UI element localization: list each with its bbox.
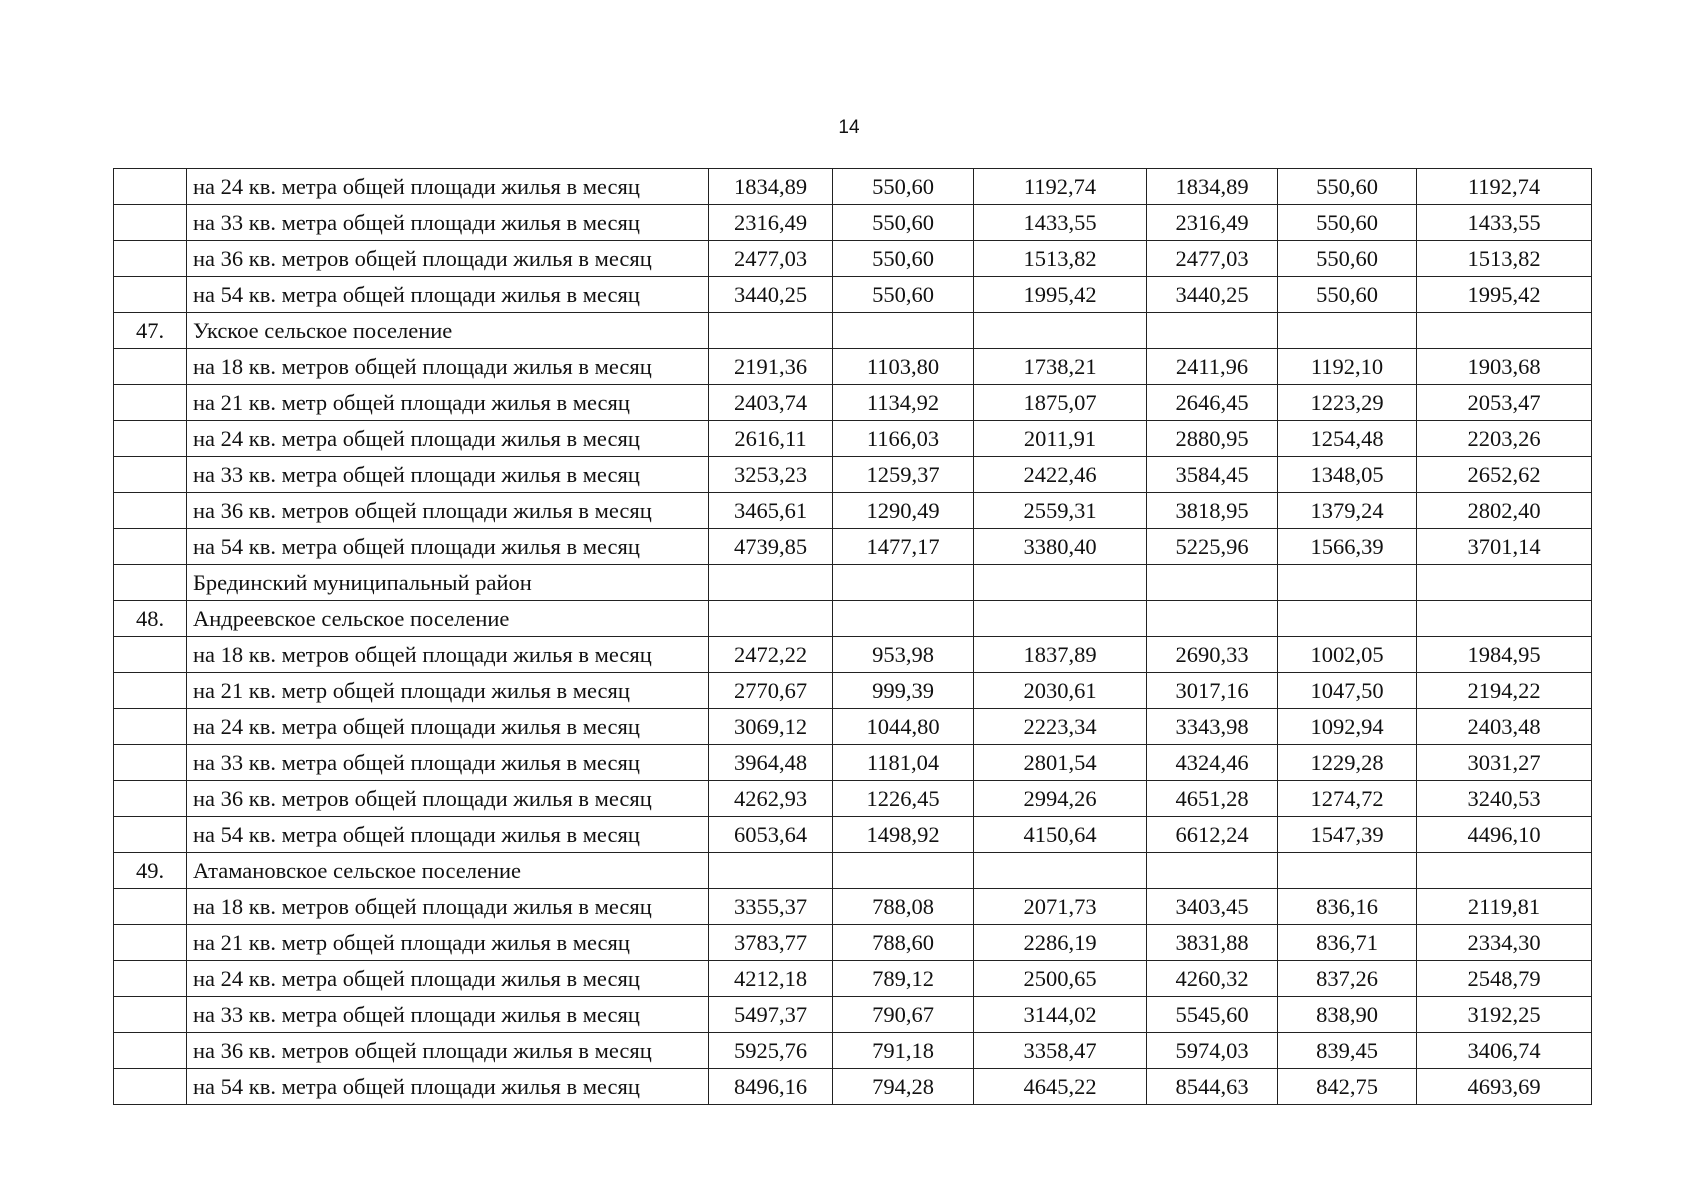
table-row <box>114 745 1592 781</box>
value-cell-col3: 1875,07 <box>974 385 1147 421</box>
value-cell-col3: 4645,22 <box>974 1069 1147 1105</box>
row-label-cell: Андреевское сельское поселение <box>187 601 709 637</box>
value-cell-col4: 3818,95 <box>1147 493 1278 529</box>
table-row <box>114 961 1592 997</box>
value-cell-col4: 3440,25 <box>1147 277 1278 313</box>
value-cell-col4: 1834,89 <box>1147 169 1278 205</box>
table-row <box>114 349 1592 385</box>
value-cell-col5: 1229,28 <box>1278 745 1417 781</box>
value-cell-col2: 1134,92 <box>833 385 974 421</box>
value-cell-col6: 3406,74 <box>1417 1033 1592 1069</box>
row-number-cell <box>114 745 187 781</box>
row-number-cell <box>114 529 187 565</box>
row-label-cell: на 36 кв. метров общей площади жилья в месяц <box>187 241 709 277</box>
value-cell-col4 <box>1147 601 1278 637</box>
value-cell-col2: 794,28 <box>833 1069 974 1105</box>
row-label-cell: на 24 кв. метра общей площади жилья в месяц <box>187 709 709 745</box>
value-cell-col3: 3144,02 <box>974 997 1147 1033</box>
value-cell-col1: 2477,03 <box>709 241 833 277</box>
value-cell-col2: 550,60 <box>833 277 974 313</box>
value-cell-col6: 2334,30 <box>1417 925 1592 961</box>
value-cell-col2 <box>833 313 974 349</box>
value-cell-col1: 3069,12 <box>709 709 833 745</box>
value-cell-col3: 1433,55 <box>974 205 1147 241</box>
value-cell-col4: 2477,03 <box>1147 241 1278 277</box>
row-label-cell: на 18 кв. метров общей площади жилья в месяц <box>187 889 709 925</box>
table-row <box>114 637 1592 673</box>
value-cell-col6: 2194,22 <box>1417 673 1592 709</box>
value-cell-col2: 953,98 <box>833 637 974 673</box>
row-number-cell <box>114 997 187 1033</box>
row-label-cell: на 54 кв. метра общей площади жилья в месяц <box>187 277 709 313</box>
value-cell-col4: 6612,24 <box>1147 817 1278 853</box>
value-cell-col5: 836,71 <box>1278 925 1417 961</box>
table-row <box>114 709 1592 745</box>
value-cell-col6: 1192,74 <box>1417 169 1592 205</box>
value-cell-col6: 2652,62 <box>1417 457 1592 493</box>
table-row <box>114 385 1592 421</box>
value-cell-col4: 4324,46 <box>1147 745 1278 781</box>
value-cell-col2: 550,60 <box>833 205 974 241</box>
value-cell-col5 <box>1278 565 1417 601</box>
table-row <box>114 241 1592 277</box>
row-label-cell: на 18 кв. метров общей площади жилья в месяц <box>187 637 709 673</box>
value-cell-col3: 2030,61 <box>974 673 1147 709</box>
page-number: 14 <box>838 117 860 138</box>
value-cell-col5: 1192,10 <box>1278 349 1417 385</box>
value-cell-col6: 2802,40 <box>1417 493 1592 529</box>
value-cell-col6: 3031,27 <box>1417 745 1592 781</box>
value-cell-col5: 1223,29 <box>1278 385 1417 421</box>
value-cell-col4 <box>1147 565 1278 601</box>
value-cell-col1 <box>709 601 833 637</box>
value-cell-col6: 1433,55 <box>1417 205 1592 241</box>
value-cell-col3: 2801,54 <box>974 745 1147 781</box>
value-cell-col1: 2191,36 <box>709 349 833 385</box>
row-label-cell: на 33 кв. метра общей площади жилья в месяц <box>187 205 709 241</box>
row-number-cell <box>114 709 187 745</box>
row-number-cell <box>114 961 187 997</box>
value-cell-col1: 4739,85 <box>709 529 833 565</box>
value-cell-col6: 2053,47 <box>1417 385 1592 421</box>
row-number-cell <box>114 925 187 961</box>
row-label-cell: на 36 кв. метров общей площади жилья в месяц <box>187 781 709 817</box>
row-number-cell <box>114 457 187 493</box>
value-cell-col4: 3403,45 <box>1147 889 1278 925</box>
value-cell-col2: 1226,45 <box>833 781 974 817</box>
value-cell-col2: 1044,80 <box>833 709 974 745</box>
row-number-cell <box>114 241 187 277</box>
value-cell-col4: 3343,98 <box>1147 709 1278 745</box>
table-row <box>114 1033 1592 1069</box>
value-cell-col4: 2646,45 <box>1147 385 1278 421</box>
value-cell-col3: 2994,26 <box>974 781 1147 817</box>
value-cell-col4: 2690,33 <box>1147 637 1278 673</box>
value-cell-col1 <box>709 313 833 349</box>
value-cell-col3 <box>974 601 1147 637</box>
row-label-cell: на 33 кв. метра общей площади жилья в месяц <box>187 745 709 781</box>
value-cell-col3: 2011,91 <box>974 421 1147 457</box>
value-cell-col4: 3017,16 <box>1147 673 1278 709</box>
value-cell-col4: 5225,96 <box>1147 529 1278 565</box>
value-cell-col1: 3355,37 <box>709 889 833 925</box>
row-label-cell: на 54 кв. метра общей площади жилья в месяц <box>187 529 709 565</box>
row-label-cell: на 18 кв. метров общей площади жилья в месяц <box>187 349 709 385</box>
value-cell-col1: 3783,77 <box>709 925 833 961</box>
row-number-cell <box>114 205 187 241</box>
row-label-cell: на 24 кв. метра общей площади жилья в месяц <box>187 169 709 205</box>
value-cell-col6: 2203,26 <box>1417 421 1592 457</box>
row-number-cell <box>114 889 187 925</box>
table-row <box>114 853 1592 889</box>
value-cell-col4: 4651,28 <box>1147 781 1278 817</box>
value-cell-col2: 1259,37 <box>833 457 974 493</box>
value-cell-col3: 3380,40 <box>974 529 1147 565</box>
value-cell-col3: 2223,34 <box>974 709 1147 745</box>
value-cell-col6: 3240,53 <box>1417 781 1592 817</box>
table-row <box>114 205 1592 241</box>
value-cell-col4: 2880,95 <box>1147 421 1278 457</box>
row-label-cell: на 33 кв. метра общей площади жилья в месяц <box>187 457 709 493</box>
table-row <box>114 277 1592 313</box>
value-cell-col3 <box>974 313 1147 349</box>
value-cell-col4: 2411,96 <box>1147 349 1278 385</box>
value-cell-col1: 3440,25 <box>709 277 833 313</box>
value-cell-col3: 1837,89 <box>974 637 1147 673</box>
row-label-cell: Атамановское сельское поселение <box>187 853 709 889</box>
row-label-cell: на 36 кв. метров общей площади жилья в месяц <box>187 1033 709 1069</box>
value-cell-col5 <box>1278 601 1417 637</box>
value-cell-col5: 550,60 <box>1278 277 1417 313</box>
value-cell-col1 <box>709 565 833 601</box>
value-cell-col2: 789,12 <box>833 961 974 997</box>
row-label-cell: на 24 кв. метра общей площади жилья в месяц <box>187 421 709 457</box>
value-cell-col6 <box>1417 313 1592 349</box>
value-cell-col1: 3253,23 <box>709 457 833 493</box>
value-cell-col6: 2119,81 <box>1417 889 1592 925</box>
value-cell-col1 <box>709 853 833 889</box>
value-cell-col1: 2616,11 <box>709 421 833 457</box>
value-cell-col5: 1047,50 <box>1278 673 1417 709</box>
value-cell-col4 <box>1147 853 1278 889</box>
value-cell-col5: 550,60 <box>1278 205 1417 241</box>
row-number-cell: 48. <box>114 601 187 637</box>
row-label-cell: на 54 кв. метра общей площади жилья в месяц <box>187 1069 709 1105</box>
value-cell-col6 <box>1417 601 1592 637</box>
value-cell-col5: 1092,94 <box>1278 709 1417 745</box>
value-cell-col3: 1995,42 <box>974 277 1147 313</box>
row-number-cell <box>114 673 187 709</box>
row-number-cell <box>114 385 187 421</box>
value-cell-col5: 550,60 <box>1278 169 1417 205</box>
row-label-cell: на 54 кв. метра общей площади жилья в месяц <box>187 817 709 853</box>
table-row <box>114 997 1592 1033</box>
value-cell-col5: 1002,05 <box>1278 637 1417 673</box>
value-cell-col4 <box>1147 313 1278 349</box>
table-body <box>114 169 1592 1105</box>
row-number-cell <box>114 565 187 601</box>
value-cell-col1: 4262,93 <box>709 781 833 817</box>
value-cell-col2: 550,60 <box>833 169 974 205</box>
value-cell-col3: 2071,73 <box>974 889 1147 925</box>
value-cell-col2: 1181,04 <box>833 745 974 781</box>
table-row <box>114 421 1592 457</box>
value-cell-col5: 1566,39 <box>1278 529 1417 565</box>
value-cell-col2: 788,08 <box>833 889 974 925</box>
value-cell-col4: 8544,63 <box>1147 1069 1278 1105</box>
row-number-cell <box>114 637 187 673</box>
tariff-table <box>113 168 1592 1105</box>
value-cell-col6 <box>1417 853 1592 889</box>
row-label-cell: на 24 кв. метра общей площади жилья в месяц <box>187 961 709 997</box>
value-cell-col3: 2422,46 <box>974 457 1147 493</box>
row-number-cell <box>114 1033 187 1069</box>
table-row <box>114 925 1592 961</box>
value-cell-col1: 5497,37 <box>709 997 833 1033</box>
value-cell-col2 <box>833 853 974 889</box>
value-cell-col4: 3831,88 <box>1147 925 1278 961</box>
value-cell-col4: 5545,60 <box>1147 997 1278 1033</box>
value-cell-col5: 842,75 <box>1278 1069 1417 1105</box>
value-cell-col1: 8496,16 <box>709 1069 833 1105</box>
value-cell-col3: 2500,65 <box>974 961 1147 997</box>
value-cell-col2: 790,67 <box>833 997 974 1033</box>
table-row <box>114 1069 1592 1105</box>
value-cell-col2: 1166,03 <box>833 421 974 457</box>
value-cell-col3: 2559,31 <box>974 493 1147 529</box>
row-label-cell: Брединский муниципальный район <box>187 565 709 601</box>
value-cell-col5: 838,90 <box>1278 997 1417 1033</box>
row-label-cell: на 33 кв. метра общей площади жилья в месяц <box>187 997 709 1033</box>
row-label-cell: на 21 кв. метр общей площади жилья в месяц <box>187 673 709 709</box>
value-cell-col4: 5974,03 <box>1147 1033 1278 1069</box>
value-cell-col6: 2403,48 <box>1417 709 1592 745</box>
table-row <box>114 529 1592 565</box>
value-cell-col5 <box>1278 853 1417 889</box>
value-cell-col2: 788,60 <box>833 925 974 961</box>
table-row <box>114 493 1592 529</box>
value-cell-col1: 5925,76 <box>709 1033 833 1069</box>
row-number-cell <box>114 421 187 457</box>
row-number-cell <box>114 493 187 529</box>
table-row <box>114 565 1592 601</box>
value-cell-col1: 2403,74 <box>709 385 833 421</box>
row-number-cell <box>114 349 187 385</box>
value-cell-col2 <box>833 565 974 601</box>
value-cell-col6 <box>1417 565 1592 601</box>
value-cell-col5: 1254,48 <box>1278 421 1417 457</box>
value-cell-col2 <box>833 601 974 637</box>
table-row <box>114 673 1592 709</box>
row-number-cell: 49. <box>114 853 187 889</box>
value-cell-col2: 1290,49 <box>833 493 974 529</box>
value-cell-col5: 836,16 <box>1278 889 1417 925</box>
value-cell-col5 <box>1278 313 1417 349</box>
value-cell-col2: 1477,17 <box>833 529 974 565</box>
value-cell-col5: 837,26 <box>1278 961 1417 997</box>
value-cell-col3: 4150,64 <box>974 817 1147 853</box>
value-cell-col3: 1738,21 <box>974 349 1147 385</box>
value-cell-col5: 1274,72 <box>1278 781 1417 817</box>
value-cell-col6: 1513,82 <box>1417 241 1592 277</box>
value-cell-col4: 4260,32 <box>1147 961 1278 997</box>
value-cell-col3: 1192,74 <box>974 169 1147 205</box>
row-number-cell <box>114 1069 187 1105</box>
value-cell-col5: 1348,05 <box>1278 457 1417 493</box>
value-cell-col1: 1834,89 <box>709 169 833 205</box>
value-cell-col3 <box>974 565 1147 601</box>
value-cell-col3: 1513,82 <box>974 241 1147 277</box>
row-label-cell: на 21 кв. метр общей площади жилья в месяц <box>187 385 709 421</box>
value-cell-col6: 3701,14 <box>1417 529 1592 565</box>
table-row <box>114 817 1592 853</box>
value-cell-col1: 6053,64 <box>709 817 833 853</box>
value-cell-col1: 2770,67 <box>709 673 833 709</box>
table-row <box>114 457 1592 493</box>
row-number-cell: 47. <box>114 313 187 349</box>
table-row <box>114 889 1592 925</box>
row-number-cell <box>114 817 187 853</box>
value-cell-col1: 3964,48 <box>709 745 833 781</box>
value-cell-col1: 2472,22 <box>709 637 833 673</box>
row-number-cell <box>114 169 187 205</box>
value-cell-col2: 550,60 <box>833 241 974 277</box>
value-cell-col2: 791,18 <box>833 1033 974 1069</box>
value-cell-col4: 3584,45 <box>1147 457 1278 493</box>
value-cell-col6: 4693,69 <box>1417 1069 1592 1105</box>
value-cell-col6: 1984,95 <box>1417 637 1592 673</box>
value-cell-col2: 1498,92 <box>833 817 974 853</box>
value-cell-col6: 1995,42 <box>1417 277 1592 313</box>
table-row <box>114 313 1592 349</box>
row-label-cell: Укское сельское поселение <box>187 313 709 349</box>
value-cell-col1: 2316,49 <box>709 205 833 241</box>
value-cell-col5: 1379,24 <box>1278 493 1417 529</box>
value-cell-col5: 1547,39 <box>1278 817 1417 853</box>
row-label-cell: на 36 кв. метров общей площади жилья в месяц <box>187 493 709 529</box>
value-cell-col2: 999,39 <box>833 673 974 709</box>
table-row <box>114 601 1592 637</box>
table-row <box>114 781 1592 817</box>
row-number-cell <box>114 781 187 817</box>
value-cell-col3: 3358,47 <box>974 1033 1147 1069</box>
row-number-cell <box>114 277 187 313</box>
value-cell-col4: 2316,49 <box>1147 205 1278 241</box>
value-cell-col5: 550,60 <box>1278 241 1417 277</box>
value-cell-col6: 3192,25 <box>1417 997 1592 1033</box>
value-cell-col1: 4212,18 <box>709 961 833 997</box>
value-cell-col6: 2548,79 <box>1417 961 1592 997</box>
value-cell-col6: 4496,10 <box>1417 817 1592 853</box>
row-label-cell: на 21 кв. метр общей площади жилья в месяц <box>187 925 709 961</box>
value-cell-col6: 1903,68 <box>1417 349 1592 385</box>
value-cell-col5: 839,45 <box>1278 1033 1417 1069</box>
value-cell-col2: 1103,80 <box>833 349 974 385</box>
value-cell-col3: 2286,19 <box>974 925 1147 961</box>
table-row <box>114 169 1592 205</box>
value-cell-col1: 3465,61 <box>709 493 833 529</box>
value-cell-col3 <box>974 853 1147 889</box>
